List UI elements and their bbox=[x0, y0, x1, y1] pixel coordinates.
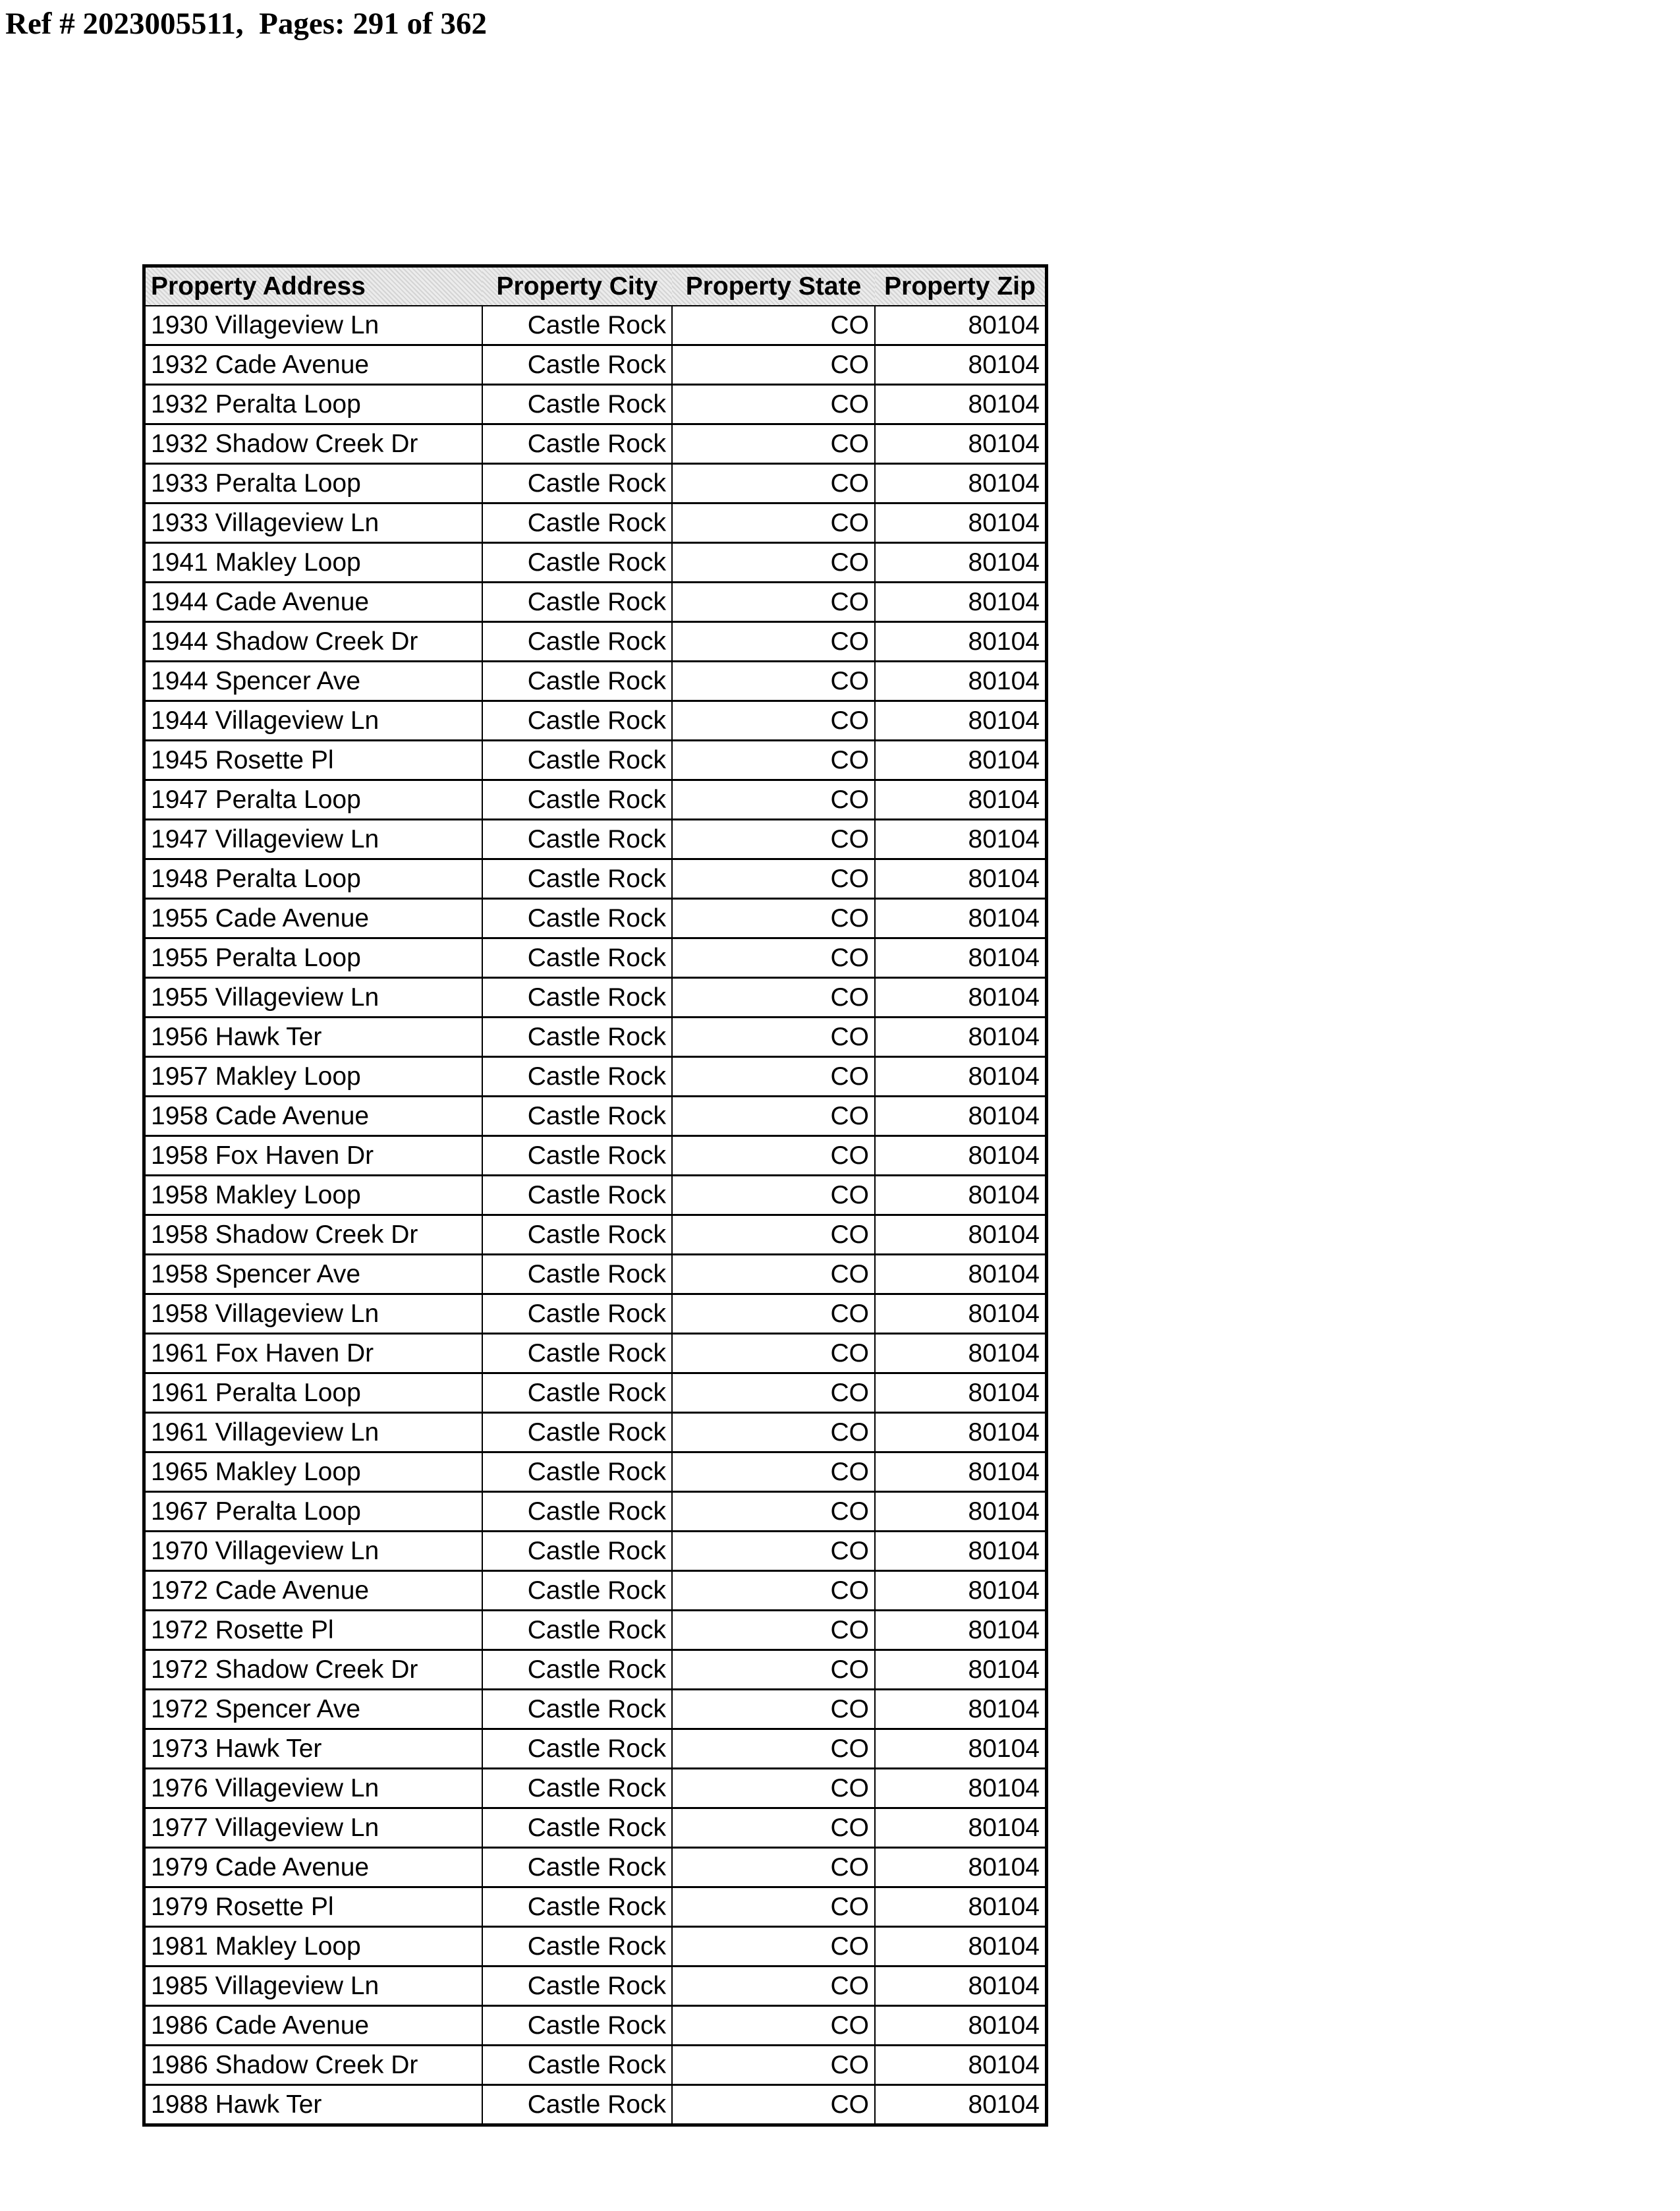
table-row bbox=[144, 1848, 1047, 1887]
zip-cell: 80104 bbox=[875, 2006, 1047, 2046]
column-header-city: Property City bbox=[482, 266, 672, 306]
table-row bbox=[144, 1136, 1047, 1176]
zip-cell: 80104 bbox=[875, 1808, 1047, 1848]
address-cell: 1933 Peralta Loop bbox=[144, 464, 483, 503]
city-cell: Castle Rock bbox=[482, 1690, 672, 1729]
city-cell: Castle Rock bbox=[482, 1532, 672, 1571]
address-cell: 1972 Rosette Pl bbox=[144, 1611, 483, 1650]
city-cell: Castle Rock bbox=[482, 820, 672, 859]
state-cell: CO bbox=[672, 978, 875, 1018]
city-cell: Castle Rock bbox=[482, 543, 672, 583]
state-cell: CO bbox=[672, 1650, 875, 1690]
state-cell: CO bbox=[672, 385, 875, 424]
city-cell: Castle Rock bbox=[482, 424, 672, 464]
city-cell: Castle Rock bbox=[482, 1373, 672, 1413]
zip-cell: 80104 bbox=[875, 1373, 1047, 1413]
table-row bbox=[144, 1018, 1047, 1057]
state-cell: CO bbox=[672, 583, 875, 622]
zip-cell: 80104 bbox=[875, 1967, 1047, 2006]
address-cell: 1958 Makley Loop bbox=[144, 1176, 483, 1215]
city-cell: Castle Rock bbox=[482, 899, 672, 938]
zip-cell: 80104 bbox=[875, 978, 1047, 1018]
address-cell: 1986 Cade Avenue bbox=[144, 2006, 483, 2046]
state-cell: CO bbox=[672, 1018, 875, 1057]
city-cell: Castle Rock bbox=[482, 1769, 672, 1808]
address-cell: 1933 Villageview Ln bbox=[144, 503, 483, 543]
address-cell: 1944 Spencer Ave bbox=[144, 662, 483, 701]
city-cell: Castle Rock bbox=[482, 1571, 672, 1611]
city-cell: Castle Rock bbox=[482, 780, 672, 820]
table-body bbox=[144, 306, 1047, 2125]
state-cell: CO bbox=[672, 741, 875, 780]
address-cell: 1985 Villageview Ln bbox=[144, 1967, 483, 2006]
table-row bbox=[144, 701, 1047, 741]
table-row bbox=[144, 859, 1047, 899]
table-row bbox=[144, 1571, 1047, 1611]
address-cell: 1944 Cade Avenue bbox=[144, 583, 483, 622]
address-cell: 1955 Villageview Ln bbox=[144, 978, 483, 1018]
city-cell: Castle Rock bbox=[482, 662, 672, 701]
table-row bbox=[144, 1769, 1047, 1808]
address-cell: 1977 Villageview Ln bbox=[144, 1808, 483, 1848]
table-row bbox=[144, 938, 1047, 978]
address-cell: 1961 Villageview Ln bbox=[144, 1413, 483, 1452]
column-header-state: Property State bbox=[672, 266, 875, 306]
city-cell: Castle Rock bbox=[482, 345, 672, 385]
city-cell: Castle Rock bbox=[482, 1176, 672, 1215]
table-row bbox=[144, 1650, 1047, 1690]
city-cell: Castle Rock bbox=[482, 503, 672, 543]
table-row bbox=[144, 1729, 1047, 1769]
address-cell: 1958 Shadow Creek Dr bbox=[144, 1215, 483, 1255]
zip-cell: 80104 bbox=[875, 938, 1047, 978]
address-cell: 1948 Peralta Loop bbox=[144, 859, 483, 899]
address-cell: 1956 Hawk Ter bbox=[144, 1018, 483, 1057]
state-cell: CO bbox=[672, 938, 875, 978]
state-cell: CO bbox=[672, 859, 875, 899]
state-cell: CO bbox=[672, 464, 875, 503]
state-cell: CO bbox=[672, 820, 875, 859]
zip-cell: 80104 bbox=[875, 662, 1047, 701]
city-cell: Castle Rock bbox=[482, 1215, 672, 1255]
address-cell: 1973 Hawk Ter bbox=[144, 1729, 483, 1769]
table-row bbox=[144, 464, 1047, 503]
zip-cell: 80104 bbox=[875, 543, 1047, 583]
zip-cell: 80104 bbox=[875, 385, 1047, 424]
zip-cell: 80104 bbox=[875, 1136, 1047, 1176]
address-cell: 1972 Spencer Ave bbox=[144, 1690, 483, 1729]
state-cell: CO bbox=[672, 1927, 875, 1967]
zip-cell: 80104 bbox=[875, 1413, 1047, 1452]
zip-cell: 80104 bbox=[875, 859, 1047, 899]
zip-cell: 80104 bbox=[875, 741, 1047, 780]
table-row bbox=[144, 1611, 1047, 1650]
reference-number: Ref # 2023005511, bbox=[5, 7, 244, 41]
city-cell: Castle Rock bbox=[482, 1650, 672, 1690]
property-table bbox=[142, 264, 1048, 2127]
zip-cell: 80104 bbox=[875, 1848, 1047, 1887]
table-row bbox=[144, 1255, 1047, 1294]
zip-cell: 80104 bbox=[875, 1097, 1047, 1136]
table-row bbox=[144, 741, 1047, 780]
state-cell: CO bbox=[672, 1452, 875, 1492]
state-cell: CO bbox=[672, 1176, 875, 1215]
state-cell: CO bbox=[672, 1532, 875, 1571]
state-cell: CO bbox=[672, 424, 875, 464]
address-cell: 1961 Fox Haven Dr bbox=[144, 1334, 483, 1373]
address-cell: 1988 Hawk Ter bbox=[144, 2085, 483, 2125]
table-row bbox=[144, 622, 1047, 662]
address-cell: 1944 Shadow Creek Dr bbox=[144, 622, 483, 662]
state-cell: CO bbox=[672, 1136, 875, 1176]
address-cell: 1944 Villageview Ln bbox=[144, 701, 483, 741]
state-cell: CO bbox=[672, 306, 875, 345]
city-cell: Castle Rock bbox=[482, 1492, 672, 1532]
zip-cell: 80104 bbox=[875, 622, 1047, 662]
table-row bbox=[144, 1334, 1047, 1373]
address-cell: 1986 Shadow Creek Dr bbox=[144, 2046, 483, 2085]
city-cell: Castle Rock bbox=[482, 1255, 672, 1294]
state-cell: CO bbox=[672, 780, 875, 820]
city-cell: Castle Rock bbox=[482, 306, 672, 345]
column-header-zip: Property Zip bbox=[875, 266, 1047, 306]
table-row bbox=[144, 1215, 1047, 1255]
table-row bbox=[144, 424, 1047, 464]
address-cell: 1967 Peralta Loop bbox=[144, 1492, 483, 1532]
state-cell: CO bbox=[672, 1057, 875, 1097]
zip-cell: 80104 bbox=[875, 306, 1047, 345]
address-cell: 1955 Peralta Loop bbox=[144, 938, 483, 978]
table-row bbox=[144, 1057, 1047, 1097]
city-cell: Castle Rock bbox=[482, 741, 672, 780]
address-cell: 1981 Makley Loop bbox=[144, 1927, 483, 1967]
city-cell: Castle Rock bbox=[482, 1927, 672, 1967]
city-cell: Castle Rock bbox=[482, 2046, 672, 2085]
state-cell: CO bbox=[672, 1690, 875, 1729]
city-cell: Castle Rock bbox=[482, 1452, 672, 1492]
table-row bbox=[144, 385, 1047, 424]
table-row bbox=[144, 2085, 1047, 2125]
address-cell: 1979 Cade Avenue bbox=[144, 1848, 483, 1887]
zip-cell: 80104 bbox=[875, 1650, 1047, 1690]
state-cell: CO bbox=[672, 1373, 875, 1413]
address-cell: 1972 Shadow Creek Dr bbox=[144, 1650, 483, 1690]
table-row bbox=[144, 583, 1047, 622]
address-cell: 1976 Villageview Ln bbox=[144, 1769, 483, 1808]
state-cell: CO bbox=[672, 1215, 875, 1255]
city-cell: Castle Rock bbox=[482, 938, 672, 978]
city-cell: Castle Rock bbox=[482, 1848, 672, 1887]
zip-cell: 80104 bbox=[875, 1571, 1047, 1611]
city-cell: Castle Rock bbox=[482, 1018, 672, 1057]
address-cell: 1947 Peralta Loop bbox=[144, 780, 483, 820]
zip-cell: 80104 bbox=[875, 1057, 1047, 1097]
address-cell: 1958 Villageview Ln bbox=[144, 1294, 483, 1334]
table-row bbox=[144, 1097, 1047, 1136]
zip-cell: 80104 bbox=[968, 2090, 1040, 2119]
state-cell: CO bbox=[672, 622, 875, 662]
zip-cell: 80104 bbox=[875, 1492, 1047, 1532]
table-row bbox=[144, 1294, 1047, 1334]
address-cell: 1961 Peralta Loop bbox=[144, 1373, 483, 1413]
city-cell: Castle Rock bbox=[482, 1097, 672, 1136]
table-row bbox=[144, 1808, 1047, 1848]
city-cell: Castle Rock bbox=[482, 1967, 672, 2006]
page-count: Pages: 291 of 362 bbox=[259, 7, 488, 41]
city-cell: Castle Rock bbox=[482, 622, 672, 662]
state-cell: CO bbox=[672, 1729, 875, 1769]
table-row bbox=[144, 820, 1047, 859]
address-cell: 1965 Makley Loop bbox=[144, 1452, 483, 1492]
table-row bbox=[144, 1492, 1047, 1532]
address-cell: 1979 Rosette Pl bbox=[144, 1887, 483, 1927]
state-cell: CO bbox=[672, 1611, 875, 1650]
zip-cell: 80104 bbox=[875, 1018, 1047, 1057]
zip-cell: 80104 bbox=[875, 1887, 1047, 1927]
state-cell: CO bbox=[672, 1887, 875, 1927]
zip-cell: 80104 bbox=[875, 2046, 1047, 2085]
zip-cell: 80104 bbox=[875, 1927, 1047, 1967]
zip-cell: 80104 bbox=[875, 1334, 1047, 1373]
state-cell: CO bbox=[672, 503, 875, 543]
address-cell: 1932 Shadow Creek Dr bbox=[144, 424, 483, 464]
zip-cell: 80104 bbox=[875, 1729, 1047, 1769]
zip-cell: 80104 bbox=[875, 1690, 1047, 1729]
state-cell: CO bbox=[672, 2085, 875, 2125]
state-cell: CO bbox=[672, 1769, 875, 1808]
address-cell: 1958 Cade Avenue bbox=[144, 1097, 483, 1136]
zip-cell: 80104 bbox=[875, 1176, 1047, 1215]
zip-cell: 80104 bbox=[875, 1611, 1047, 1650]
address-cell: 1970 Villageview Ln bbox=[144, 1532, 483, 1571]
table-row bbox=[144, 1452, 1047, 1492]
state-cell: CO bbox=[672, 899, 875, 938]
address-cell: 1958 Fox Haven Dr bbox=[144, 1136, 483, 1176]
city-cell: Castle Rock bbox=[482, 1808, 672, 1848]
zip-cell: 80104 bbox=[875, 464, 1047, 503]
table-row bbox=[144, 1413, 1047, 1452]
state-cell: CO bbox=[672, 543, 875, 583]
address-cell: 1941 Makley Loop bbox=[144, 543, 483, 583]
state-cell: CO bbox=[672, 1848, 875, 1887]
table-row bbox=[144, 306, 1047, 345]
zip-cell: 80104 bbox=[875, 345, 1047, 385]
city-cell: Castle Rock bbox=[482, 859, 672, 899]
city-cell: Castle Rock bbox=[482, 1611, 672, 1650]
document-reference-header bbox=[5, 4, 487, 43]
city-cell: Castle Rock bbox=[482, 1294, 672, 1334]
table-row bbox=[144, 1967, 1047, 2006]
zip-cell: 80104 bbox=[875, 1452, 1047, 1492]
state-cell: CO bbox=[672, 1294, 875, 1334]
table-row bbox=[144, 1927, 1047, 1967]
city-cell: Castle Rock bbox=[482, 1057, 672, 1097]
table-row bbox=[144, 2046, 1047, 2085]
state-cell: CO bbox=[672, 1967, 875, 2006]
city-cell: Castle Rock bbox=[482, 1729, 672, 1769]
zip-cell: 80104 bbox=[875, 1532, 1047, 1571]
table-row bbox=[144, 1887, 1047, 1927]
table-row bbox=[144, 2006, 1047, 2046]
zip-cell: 80104 bbox=[875, 1294, 1047, 1334]
zip-cell: 80104 bbox=[875, 1215, 1047, 1255]
state-cell: CO bbox=[672, 345, 875, 385]
table-row bbox=[144, 978, 1047, 1018]
table-row bbox=[144, 662, 1047, 701]
state-cell: CO bbox=[672, 2046, 875, 2085]
city-cell: Castle Rock bbox=[482, 464, 672, 503]
table-row bbox=[144, 345, 1047, 385]
address-cell: 1958 Spencer Ave bbox=[144, 1255, 483, 1294]
address-cell: 1932 Peralta Loop bbox=[144, 385, 483, 424]
table-row bbox=[144, 1176, 1047, 1215]
city-cell: Castle Rock bbox=[482, 385, 672, 424]
address-cell: 1945 Rosette Pl bbox=[144, 741, 483, 780]
table-row bbox=[144, 1690, 1047, 1729]
city-cell: Castle Rock bbox=[482, 583, 672, 622]
table-row bbox=[144, 1373, 1047, 1413]
city-cell: Castle Rock bbox=[482, 1334, 672, 1373]
table-row bbox=[144, 899, 1047, 938]
zip-cell: 80104 bbox=[875, 701, 1047, 741]
zip-cell: 80104 bbox=[875, 1769, 1047, 1808]
zip-cell: 80104 bbox=[875, 583, 1047, 622]
address-cell: 1932 Cade Avenue bbox=[144, 345, 483, 385]
zip-cell: 80104 bbox=[875, 1255, 1047, 1294]
table-row bbox=[144, 503, 1047, 543]
zip-cell: 80104 bbox=[875, 424, 1047, 464]
table-row bbox=[144, 1532, 1047, 1571]
city-cell: Castle Rock bbox=[482, 1136, 672, 1176]
state-cell: CO bbox=[672, 1492, 875, 1532]
zip-cell: 80104 bbox=[875, 899, 1047, 938]
state-cell: CO bbox=[672, 1571, 875, 1611]
table-row bbox=[144, 780, 1047, 820]
zip-cell: 80104 bbox=[875, 820, 1047, 859]
table-header-row bbox=[144, 266, 1047, 306]
address-cell: 1957 Makley Loop bbox=[144, 1057, 483, 1097]
state-cell: CO bbox=[672, 1255, 875, 1294]
city-cell: Castle Rock bbox=[482, 1413, 672, 1452]
city-cell: Castle Rock bbox=[482, 2006, 672, 2046]
zip-cell: 80104 bbox=[875, 780, 1047, 820]
zip-cell: 80104 bbox=[875, 503, 1047, 543]
city-cell: Castle Rock bbox=[482, 2085, 672, 2125]
state-cell: CO bbox=[672, 1413, 875, 1452]
address-cell: 1930 Villageview Ln bbox=[144, 306, 483, 345]
state-cell: CO bbox=[672, 662, 875, 701]
city-cell: Castle Rock bbox=[482, 701, 672, 741]
table-row bbox=[144, 543, 1047, 583]
state-cell: CO bbox=[672, 1334, 875, 1373]
state-cell: CO bbox=[672, 2006, 875, 2046]
address-cell: 1955 Cade Avenue bbox=[144, 899, 483, 938]
city-cell: Castle Rock bbox=[482, 1887, 672, 1927]
address-cell: 1972 Cade Avenue bbox=[144, 1571, 483, 1611]
address-cell: 1947 Villageview Ln bbox=[144, 820, 483, 859]
city-cell: Castle Rock bbox=[482, 978, 672, 1018]
state-cell: CO bbox=[672, 701, 875, 741]
column-header-address: Property Address bbox=[144, 266, 483, 306]
state-cell: CO bbox=[672, 1808, 875, 1848]
state-cell: CO bbox=[672, 1097, 875, 1136]
